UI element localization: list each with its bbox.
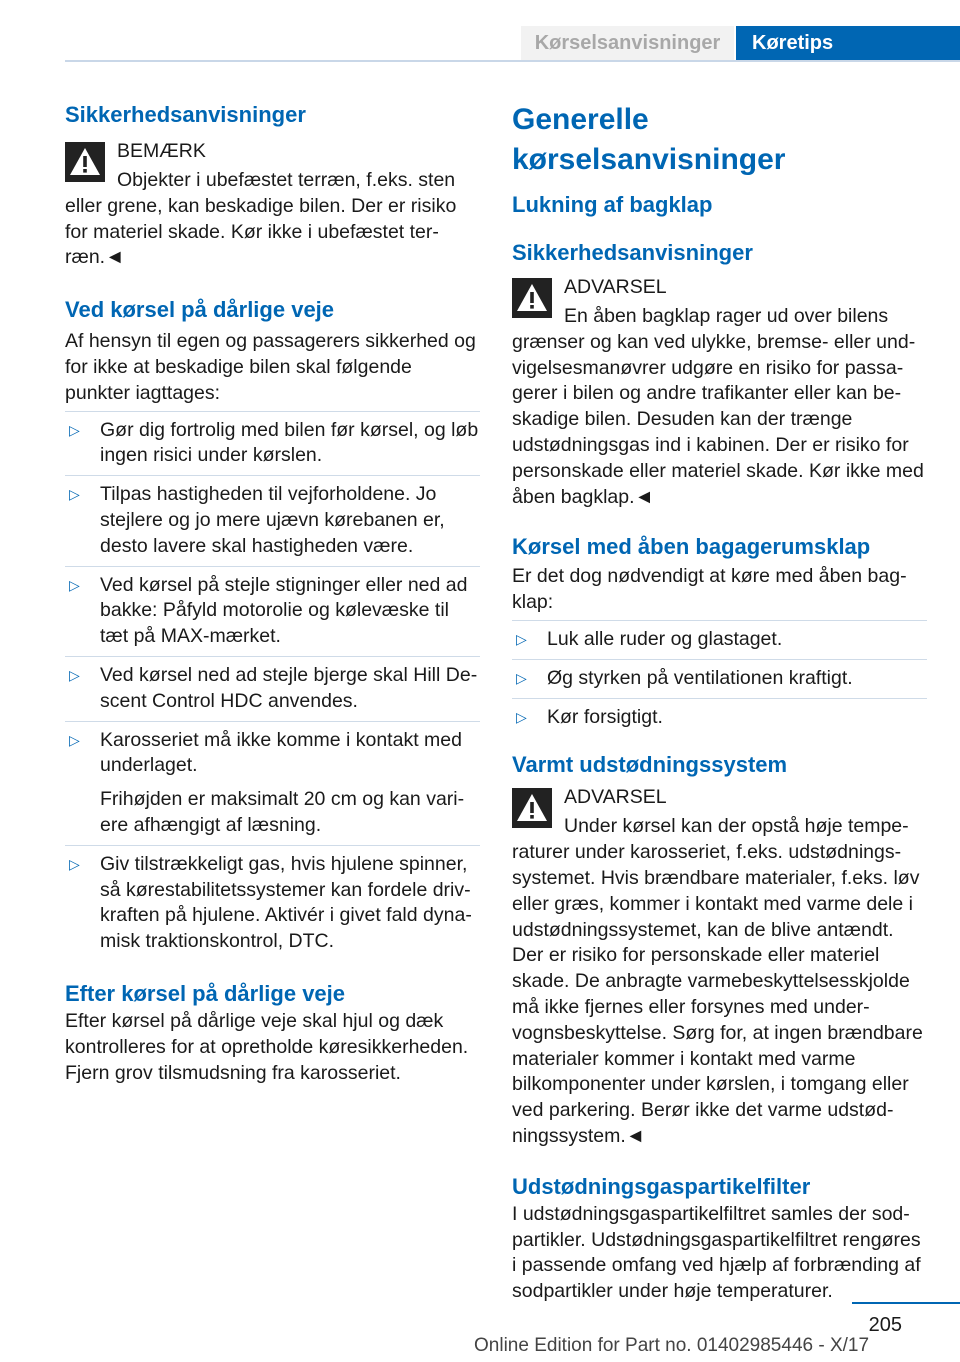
warning-label: ADVARSEL [564, 276, 667, 298]
open-trunk-intro: Er det dog nødvendigt at køre med åben bagklap: [512, 565, 907, 614]
list-item: ▷ Gør dig fortrolig med bilen før kørsel, og løb ingen risici under kørslen. [65, 411, 480, 477]
bullet-triangle-icon: ▷ [69, 486, 80, 503]
heading-particle-filter: Udstødningsgaspartikelfilter [512, 1173, 811, 1199]
footer-rule [852, 1302, 960, 1304]
warning-text-exhaust: Under kørsel kan der opstå høje temperaturer under karosseriet, f.eks. udstødningssystemet. Hvis brændbare materialer, f.eks. løv eller græs, kommer i kontakt med varme dele i udstødningssystemet, kan de blive antændt. Der er risiko for personskade eller materiel skade. De anbragte varmebeskyttelsesskjolde må ikke fjernes eller forsynes med undervognsbeskyttelse. Sørg for, at ingen brændbare materialer kommer i kontakt med varme bilkomponenter under kørslen, i tomgang eller ved parkering. Berør ikke det varme udstødningssystem.◄ [512, 815, 923, 1147]
list-item: ▷ Øg styrken på ventilationen kraftigt. [512, 660, 927, 699]
warning-text-tailgate: En åben bagklap rager ud over bilens grænser og kan ved ulykke, bremse- eller undvigelsesmanøvrer udgøre en risiko for passagerer i bilen og andre trafikanter eller kan beskadige bilen. Desuden kan der trænge udstødningsgas ind i kabinen. Der er risiko for personskade eller materiel skade. Kør ikke med åben bagklap.◄ [512, 305, 924, 508]
after-bad-roads-text: Efter kørsel på dårlige veje skal hjul og dæk kontrolleres for at opretholde køresikkerheden. Fjern grov tilsmudsning fra karosseriet. [65, 1009, 469, 1084]
header-rule [65, 60, 960, 62]
bullet-triangle-icon: ▷ [69, 666, 80, 683]
note-label: BEMÆRK [117, 140, 206, 162]
heading-bad-roads: Ved kørsel på dårlige veje [65, 297, 335, 323]
heading-open-trunk: Kørsel med åben bagagerumsklap [512, 534, 871, 560]
list-item: ▷ Ved kørsel på stejle stigninger eller ned ad bakke: Påfyld motorolie og kølevæske til tæt på MAX-mærket. [65, 567, 480, 657]
warning-label: ADVARSEL [564, 786, 667, 809]
tab-active-chapter[interactable]: Køretips [736, 26, 960, 60]
warning-triangle-icon [512, 278, 552, 318]
list-item: ▷ Ved kørsel ned ad stejle bjerge skal Hill Descent Control HDC anvendes. [65, 657, 480, 722]
warning-box-tailgate [512, 270, 927, 510]
particle-filter-text: I udstødningsgaspartikelfiltret samles der sodpartikler. Udstødningsgaspartikelfiltret rengøres i passende omfang ved hjælp af forbrænding af sodpartikler under høje temperaturer. [512, 1202, 921, 1303]
bad-roads-list [65, 411, 480, 961]
heading-tailgate: Lukning af bagklap [512, 192, 713, 217]
tab-section[interactable]: Kørselsanvisninger [521, 26, 734, 60]
heading-after-bad-roads: Efter kørsel på dårlige veje [65, 980, 346, 1006]
bullet-triangle-icon: ▷ [516, 669, 527, 686]
left-column [65, 100, 480, 1086]
list-item: ▷ Luk alle ruder og glastaget. [512, 620, 927, 660]
list-item: ▷ Karosseriet må ikke komme i kontakt med underlaget. Frihøjden er maksimalt 20 cm og kan variere afhængigt af læsning. [65, 722, 480, 846]
warning-triangle-icon [512, 788, 552, 828]
bullet-triangle-icon: ▷ [69, 731, 80, 748]
bullet-triangle-icon: ▷ [69, 855, 80, 872]
warning-box-exhaust [512, 780, 927, 1149]
list-item: ▷ Kør forsigtigt. [512, 699, 927, 737]
right-column [512, 100, 927, 1305]
heading-hot-exhaust: Varmt udstødningssystem [512, 752, 788, 778]
bullet-triangle-icon: ▷ [69, 421, 80, 438]
bullet-triangle-icon: ▷ [69, 576, 80, 593]
bad-roads-intro: Af hensyn til egen og passagerers sikkerhed og for ikke at beskadige bilen skal følgende punkter iagttages: [65, 330, 476, 404]
heading-safety-right: Sikkerhedsanvisninger [512, 240, 753, 265]
bullet-triangle-icon: ▷ [516, 630, 527, 647]
ground-clearance-note: Frihøjden er maksimalt 20 cm og kan variere afhængigt af læsning. [100, 788, 465, 836]
edition-text: Online Edition for Part no. 01402985446 - X/17 [474, 1335, 870, 1356]
note-box [65, 134, 480, 271]
open-trunk-list [512, 620, 927, 736]
heading-safety-left: Sikkerhedsanvisninger [65, 102, 306, 127]
page-number: 205 [868, 1314, 902, 1336]
bullet-triangle-icon: ▷ [516, 708, 527, 725]
page-header [0, 0, 960, 62]
warning-triangle-icon [65, 142, 105, 182]
list-item: ▷ Tilpas hastigheden til vejforholdene. Jo stejlere og jo mere ujævn kørebanen er, desto lavere skal hastigheden være. [65, 476, 480, 566]
heading-general-instructions: Generelle kørselsanvisninger [512, 103, 786, 176]
note-text: Objekter i ubefæstet terræn, f.eks. sten eller grene, kan beskadige bilen. Der er risiko for materiel skade. Kør ikke i ubefæstet terræn.◄ [65, 169, 457, 269]
list-item: ▷ Giv tilstrækkeligt gas, hvis hjulene spinner, så kørestabilitetssystemer kan fordele drivkraften på hjulene. Aktivér i givet fald dynamisk traktionskontrol, DTC. [69, 852, 472, 953]
